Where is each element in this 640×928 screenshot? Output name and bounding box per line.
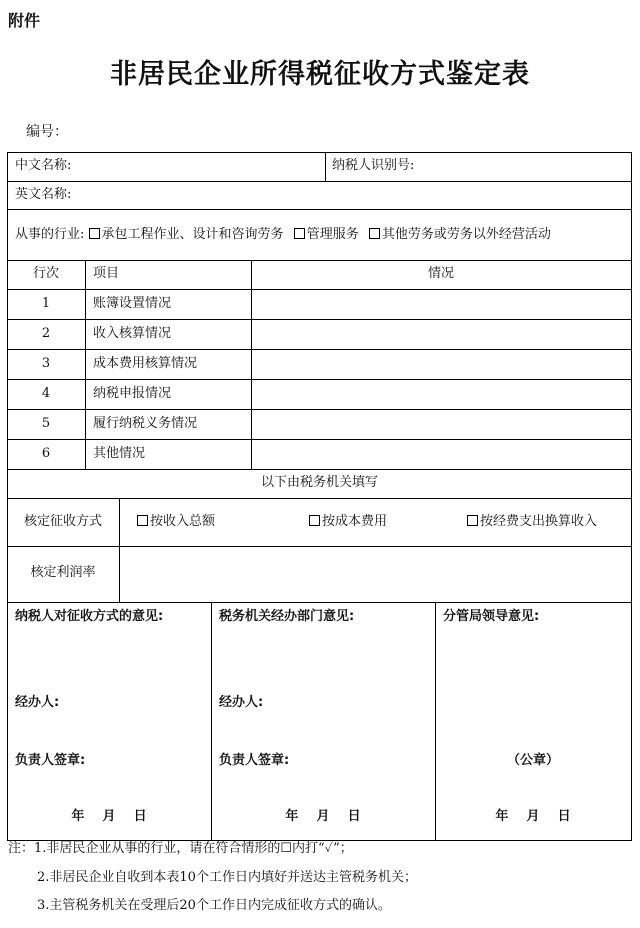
method-option-cost[interactable]: 按成本费用 (309, 514, 387, 530)
tax-dept-opinion-title: 税务机关经办部门意见: (219, 609, 355, 624)
checkbox-icon[interactable] (309, 515, 320, 526)
checkbox-icon[interactable] (294, 228, 305, 239)
industry-option-other[interactable]: 其他劳务或劳务以外经营活动 (369, 227, 551, 242)
date-line: 年 月 日 (285, 809, 361, 824)
row-item: 账簿设置情况 (93, 296, 172, 311)
chinese-name-label: 中文名称: (15, 158, 72, 173)
serial-number-label: 编号： (26, 124, 68, 140)
leader-opinion-title: 分管局领导意见: (443, 609, 540, 624)
checkbox-icon[interactable] (369, 228, 380, 239)
header-situation: 情况 (427, 266, 454, 281)
handler-label: 经办人: (15, 695, 60, 710)
collection-method-label: 核定征收方式 (23, 514, 102, 529)
signer-label: 负责人签章: (15, 753, 86, 768)
row-item: 其他情况 (93, 446, 146, 461)
row-number: 2 (41, 326, 51, 341)
method-option-expenditure[interactable]: 按经费支出换算收入 (467, 514, 597, 530)
checkbox-icon[interactable] (89, 228, 100, 239)
industry-option-management[interactable]: 管理服务 (294, 227, 359, 242)
date-line: 年 月 日 (71, 809, 147, 824)
taxpayer-id-label: 纳税人识别号: (332, 158, 415, 173)
header-item: 项目 (93, 266, 120, 281)
row-number: 4 (41, 386, 51, 401)
industry-label: 从事的行业: (15, 227, 85, 242)
tax-authority-section-header: 以下由税务机关填写 (260, 475, 378, 490)
taxpayer-opinion-title: 纳税人对征收方式的意见: (15, 609, 164, 624)
checkbox-icon[interactable] (137, 515, 148, 526)
note-item: 3.主管税务机关在受理后20个工作日内完成征收方式的确认。 (37, 898, 391, 913)
row-item: 纳税申报情况 (93, 386, 172, 401)
appraisal-form-table (7, 152, 632, 840)
english-name-label: 英文名称: (15, 187, 72, 202)
row-item: 成本费用核算情况 (93, 356, 198, 371)
row-number: 5 (41, 416, 51, 431)
note-item: 2.非居民企业自收到本表10个工作日内填好并送达主管税务机关； (37, 870, 417, 885)
official-seal-label: （公章） (506, 753, 559, 768)
handler-label: 经办人: (219, 695, 264, 710)
note-item: 注：1.非居民企业从事的行业，请在符合情形的☐内打“✓”； (8, 841, 353, 856)
header-row-no: 行次 (32, 266, 59, 281)
row-number: 6 (41, 446, 51, 461)
industry-row (15, 227, 551, 243)
profit-rate-label: 核定利润率 (30, 565, 96, 580)
checkbox-icon[interactable] (467, 515, 478, 526)
industry-option-construction[interactable]: 承包工程作业、设计和咨询劳务 (89, 227, 284, 242)
attachment-label: 附件 (8, 11, 41, 30)
signer-label: 负责人签章: (219, 753, 290, 768)
row-number: 3 (41, 356, 51, 371)
method-option-revenue[interactable]: 按收入总额 (137, 514, 215, 530)
form-title: 非居民企业所得税征收方式鉴定表 (110, 59, 530, 90)
row-number: 1 (41, 296, 51, 311)
date-line: 年 月 日 (495, 809, 571, 824)
row-item: 收入核算情况 (93, 326, 172, 341)
row-item: 履行纳税义务情况 (93, 416, 198, 431)
